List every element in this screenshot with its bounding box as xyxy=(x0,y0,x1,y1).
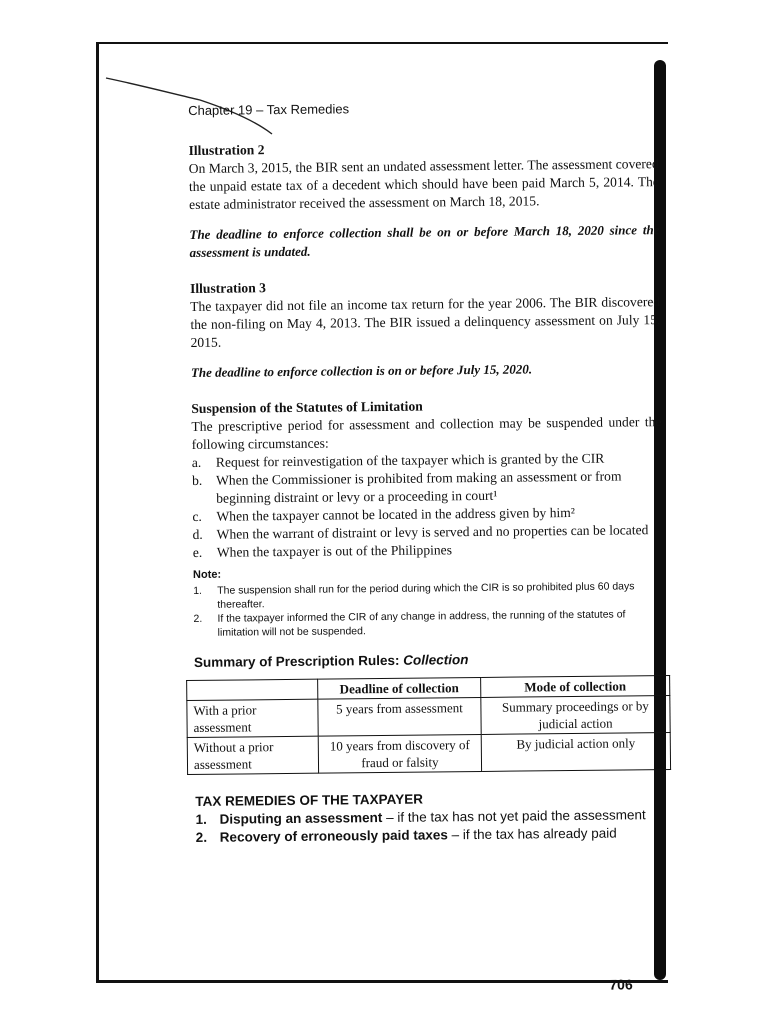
prescription-rules-table xyxy=(186,675,671,775)
table-row xyxy=(187,732,670,774)
table-cell: 10 years from discovery of fraud or falsity xyxy=(318,734,481,773)
illustration-3-conclusion: The deadline to enforce collection is on or before July 15, 2020. xyxy=(190,361,533,380)
remedies-title: TAX REMEDIES OF THE TAXPAYER xyxy=(195,791,423,809)
page-frame-left xyxy=(96,42,99,982)
table-header-cell xyxy=(187,679,318,700)
summary-title: Summary of Prescription Rules: Collection xyxy=(193,652,469,670)
note-list xyxy=(193,579,664,640)
document-page xyxy=(188,91,667,993)
list-item: 2. Recovery of erroneously paid taxes – if the tax has already paid xyxy=(195,825,617,845)
table-header-cell: Deadline of collection xyxy=(318,677,481,699)
page-frame-bottom xyxy=(96,980,668,983)
illustration-3-body: The taxpayer did not file an income tax return for the year 2006. The BIR discovered the non-filing on May 4, 2013. The BIR issued a delinquency assessment on July 15, 2015. xyxy=(190,294,661,350)
footnote-item: 2. If the taxpayer informed the CIR of any change in address, the running of the statutes of limitation will not be suspended. xyxy=(193,608,626,639)
suspension-intro: The prescriptive period for assessment and collection may be suspended under the following circumstances: xyxy=(191,414,662,452)
list-item: e. When the taxpayer is out of the Philippines xyxy=(192,542,453,560)
table-header-cell: Mode of collection xyxy=(481,675,670,697)
table-cell: Without a prior assessment xyxy=(187,736,318,774)
page-number: 706 xyxy=(609,976,633,993)
list-item: c. When the taxpayer cannot be located in the address given by him² xyxy=(192,504,575,524)
page-frame-top xyxy=(96,42,668,44)
illustration-2-title: Illustration 2 xyxy=(188,142,265,158)
table-row xyxy=(187,695,670,737)
list-item: 1. Disputing an assessment – if the tax has not yet paid the assessment xyxy=(195,807,646,827)
table-cell: With a prior assessment xyxy=(187,699,318,737)
footnote-item: 1. The suspension shall run for the period during which the CIR is so prohibited plus 60 days thereafter. xyxy=(193,580,635,611)
table-cell: 5 years from assessment xyxy=(318,697,481,736)
chapter-header: Chapter 19 – Tax Remedies xyxy=(188,101,350,118)
illustration-3-title: Illustration 3 xyxy=(189,280,267,296)
illustration-2-body: On March 3, 2015, the BIR sent an undated assessment letter. The assessment covered the unpaid estate tax of a decedent which should have been paid March 5, 2014. The estate administrator received the assessment on March 18, 2015. xyxy=(188,156,660,212)
table-cell: By judicial action only xyxy=(481,732,670,771)
list-item: d. When the warrant of distraint or levy is served and no properties can be located xyxy=(192,522,649,542)
illustration-2-conclusion: The deadline to enforce collection shall be on or before March 18, 2020 since the assessment is undated. xyxy=(189,222,660,260)
table-cell: Summary proceedings or by judicial action xyxy=(481,695,670,734)
note-title: Note: xyxy=(192,568,222,581)
list-item: b. When the Commissioner is prohibited from making an assessment or from beginning distraint or levy or a proceeding in court¹ xyxy=(191,468,622,506)
list-item: a. Request for reinvestigation of the taxpayer which is granted by the CIR xyxy=(191,450,605,470)
suspension-title: Suspension of the Statutes of Limitation xyxy=(191,398,423,416)
suspension-list xyxy=(192,449,663,562)
